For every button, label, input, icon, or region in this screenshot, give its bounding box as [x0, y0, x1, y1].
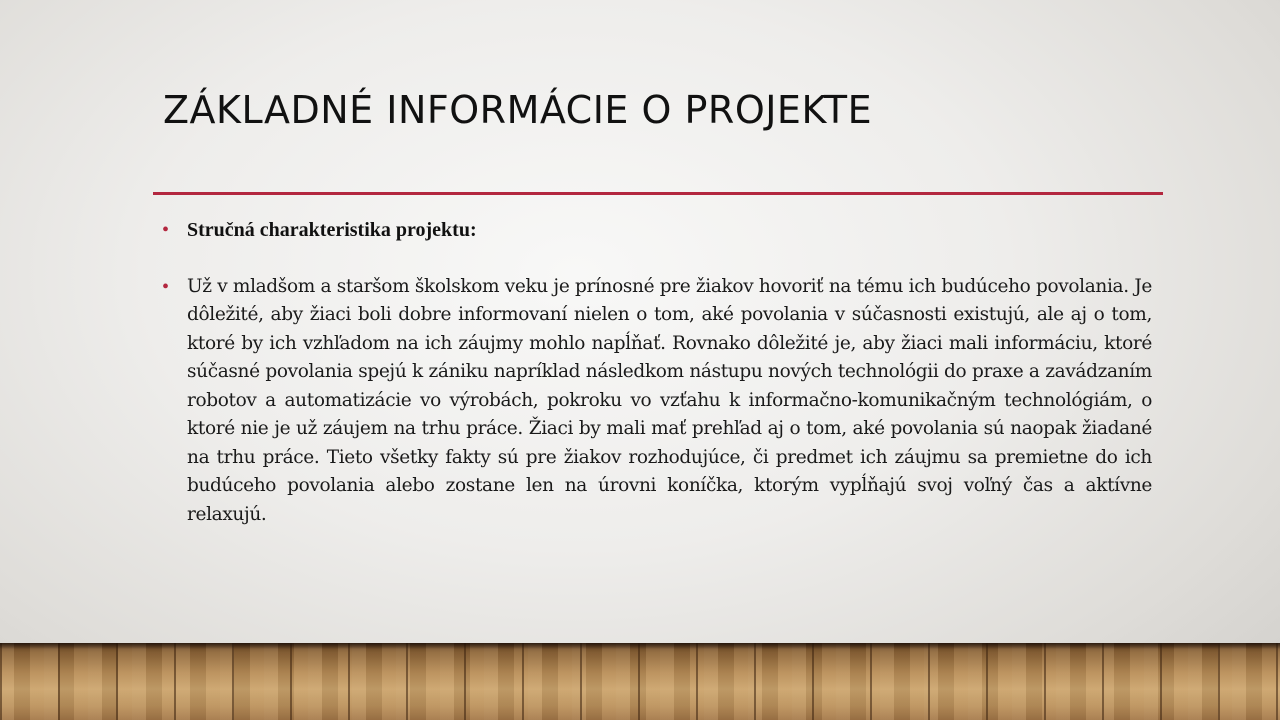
slide-title: ZÁKLADNÉ INFORMÁCIE O PROJEKTE: [163, 88, 873, 132]
wooden-floor-decoration: [0, 643, 1280, 720]
bullet-item-heading: [160, 216, 1152, 245]
project-description: Už v mladšom a staršom školskom veku je prínosné pre žiakov hovoriť na tému ich budúceho povolania. Je dôležité, aby žiaci boli dobre informovaní nielen o tom, aké povolania v súčasnosti existujú, ale aj o tom, ktoré by ich vzhľadom na ich záujmy mohlo napĺňať. Rovnako dôležité je, aby žiaci mali informáciu, ktoré súčasné povolania spejú k zániku napríklad následkom nástupu nových technológii do praxe a zavádzaním robotov a automatizácie vo výrobách, pokroku vo vzťahu k informačno-komunikačným technológiám, o ktoré nie je už záujem na trhu práce. Žiaci by mali mať prehľad aj o tom, aké povolania sú naopak žiadané na trhu práce. Tieto všetky fakty sú pre žiakov rozhodujúce, či predmet ich záujmu sa premietne do ich budúceho povolania alebo zostane len na úrovni koníčka, ktorým vypĺňajú svoj voľný čas a aktívne relaxujú.: [187, 275, 1152, 525]
floor-edge-shadow: [0, 643, 1280, 649]
slide-content: [160, 216, 1152, 557]
section-heading: Stručná charakteristika projektu:: [187, 219, 477, 241]
bullet-item-description: [160, 273, 1152, 530]
bullet-icon: •: [162, 219, 170, 241]
bullet-icon: •: [162, 275, 170, 298]
title-divider: [153, 192, 1163, 195]
